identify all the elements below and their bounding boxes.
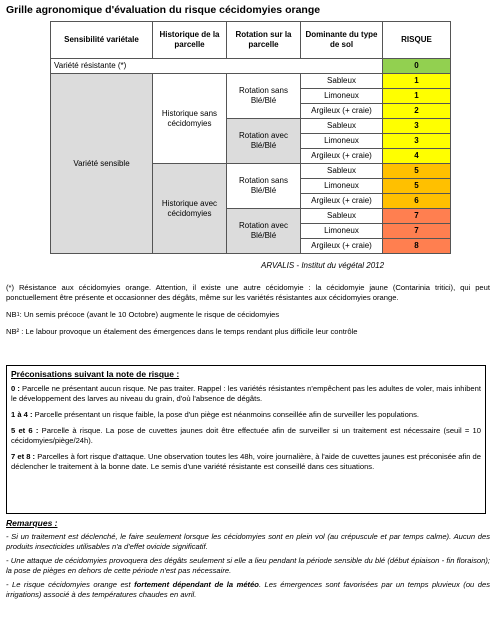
soil-cell: Argileux (+ craie) xyxy=(301,149,383,164)
preconisation-item xyxy=(11,410,481,420)
preconisation-item xyxy=(11,384,481,404)
risk-cell: 0 xyxy=(383,59,451,74)
remarque-post: . Les émergences sont favorisées par un temps pluvieux (ou des irrigations) associé à des températures chaudes en avril. xyxy=(6,580,490,599)
preconisation-text: Parcelle ne présentant aucun risque. Ne pas traiter. Rappel : les variétés résistantes n'empêchent pas les adultes de voler, mais inhibent le développement des larves au niveau du grain, d'où l'absence de dégâts. xyxy=(11,384,481,403)
preconisation-item xyxy=(11,426,481,446)
nb2-label: NB² xyxy=(6,327,20,336)
risk-cell: 4 xyxy=(383,149,451,164)
remarques-section xyxy=(6,518,490,604)
preconisations-title: Préconisations suivant la note de risque : xyxy=(11,369,180,379)
resistant-label: Variété résistante (*) xyxy=(51,59,383,74)
soil-cell: Sableux xyxy=(301,164,383,179)
soil-cell: Limoneux xyxy=(301,224,383,239)
risk-cell: 3 xyxy=(383,119,451,134)
preconisations-box xyxy=(6,365,486,514)
table-row xyxy=(51,59,451,74)
soil-cell: Sableux xyxy=(301,209,383,224)
risk-table xyxy=(50,21,451,254)
preconisation-label: 5 et 6 : xyxy=(11,426,39,435)
nb1-text: : Un semis précoce (avant le 10 Octobre) augmente le risque de cécidomyies xyxy=(19,310,280,319)
preconisation-text: Parcelles à fort risque d'attaque. Une observation toutes les 48h, voire journalière, à l'aide de cuvettes jaunes est préconisée afin de déclencher le traitement à la bonne date. Le semis d'une variété résistante est conseillé dans ces situations. xyxy=(11,452,481,471)
nb1-note xyxy=(6,310,490,320)
nb1-sup: 1 xyxy=(16,312,20,318)
preconisation-item xyxy=(11,452,481,472)
header-sensibilite: Sensibilité variétale xyxy=(51,22,153,59)
remarques-title: Remarques : xyxy=(6,518,58,528)
risk-cell: 7 xyxy=(383,209,451,224)
header-historique: Historique de la parcelle xyxy=(153,22,227,59)
source-credit: ARVALIS - Institut du végétal 2012 xyxy=(261,261,385,270)
sensible-label: Variété sensible xyxy=(51,74,153,254)
remarque-bold: fortement dépendant de la météo xyxy=(134,580,259,589)
soil-cell: Argileux (+ craie) xyxy=(301,194,383,209)
preconisation-text: Parcelle à risque. La pose de cuvettes jaunes doit être effectuée afin de surveiller si un traitement est nécessaire (seuil = 10 cécidomyies/piège/24h). xyxy=(11,426,481,445)
risk-cell: 3 xyxy=(383,134,451,149)
remarque-pre: - Le risque cécidomyies orange est xyxy=(6,580,135,589)
nb2-text: : Le labour provoque un étalement des émergences dans le temps rendant plus difficile leur contrôle xyxy=(21,327,358,336)
page-title: Grille agronomique d'évaluation du risque cécidomyies orange xyxy=(6,4,321,16)
resistance-note: (*) Résistance aux cécidomyies orange. Attention, il existe une autre cécidomyie : la cécidomyie jaune (Contarinia tritici), qui peut ponctuellement être présente et occasionner des dégâts, même sur les variétés résistantes aux cécidomyies orange. xyxy=(6,283,490,302)
remarque-item: - Une attaque de cécidomyies provoquera des dégâts seulement si elle a lieu pendant la période sensible du blé (début épiaison - fin floraison); la pose de pièges en dehors de cette période n'est pas nécessaire. xyxy=(6,556,490,575)
soil-cell: Limoneux xyxy=(301,179,383,194)
rotation-avec-cell: Rotation avec Blé/Blé xyxy=(227,209,301,254)
rotation-sans-cell: Rotation sans Blé/Blé xyxy=(227,164,301,209)
rotation-sans-cell: Rotation sans Blé/Blé xyxy=(227,74,301,119)
risk-cell: 5 xyxy=(383,179,451,194)
preconisation-text: Parcelle présentant un risque faible, la pose d'un piège est néanmoins conseillée afin de surveiller les populations. xyxy=(32,410,419,419)
risk-cell: 7 xyxy=(383,224,451,239)
nb2-note xyxy=(6,327,490,337)
soil-cell: Sableux xyxy=(301,119,383,134)
soil-cell: Limoneux xyxy=(301,89,383,104)
header-sol: Dominante du type de sol xyxy=(301,22,383,59)
historique-sans-cell: Historique sans cécidomyies xyxy=(153,74,227,164)
risk-cell: 1 xyxy=(383,74,451,89)
preconisation-label: 1 à 4 : xyxy=(11,410,33,419)
preconisation-label: 7 et 8 : xyxy=(11,452,36,461)
soil-cell: Sableux xyxy=(301,74,383,89)
historique-avec-cell: Historique avec cécidomyies xyxy=(153,164,227,254)
preconisation-label: 0 : xyxy=(11,384,20,393)
soil-cell: Limoneux xyxy=(301,134,383,149)
risk-cell: 6 xyxy=(383,194,451,209)
risk-cell: 1 xyxy=(383,89,451,104)
remarque-item: - Si un traitement est déclenché, le faire seulement lorsque les cécidomyies sont en plein vol (au crépuscule et par temps calme). Aucun des produits insecticides utilisables n'a d'effet ovicide significatif. xyxy=(6,532,490,551)
soil-cell: Argileux (+ craie) xyxy=(301,104,383,119)
rotation-avec-cell: Rotation avec Blé/Blé xyxy=(227,119,301,164)
risk-cell: 2 xyxy=(383,104,451,119)
remarque-item xyxy=(6,580,490,600)
risk-cell: 5 xyxy=(383,164,451,179)
header-rotation: Rotation sur la parcelle xyxy=(227,22,301,59)
table-row xyxy=(51,74,451,89)
risk-cell: 8 xyxy=(383,239,451,254)
header-risque: RISQUE xyxy=(383,22,451,59)
soil-cell: Argileux (+ craie) xyxy=(301,239,383,254)
notes-section xyxy=(6,283,490,344)
nb1-label: NB xyxy=(6,310,17,319)
table-header-row xyxy=(51,22,451,59)
